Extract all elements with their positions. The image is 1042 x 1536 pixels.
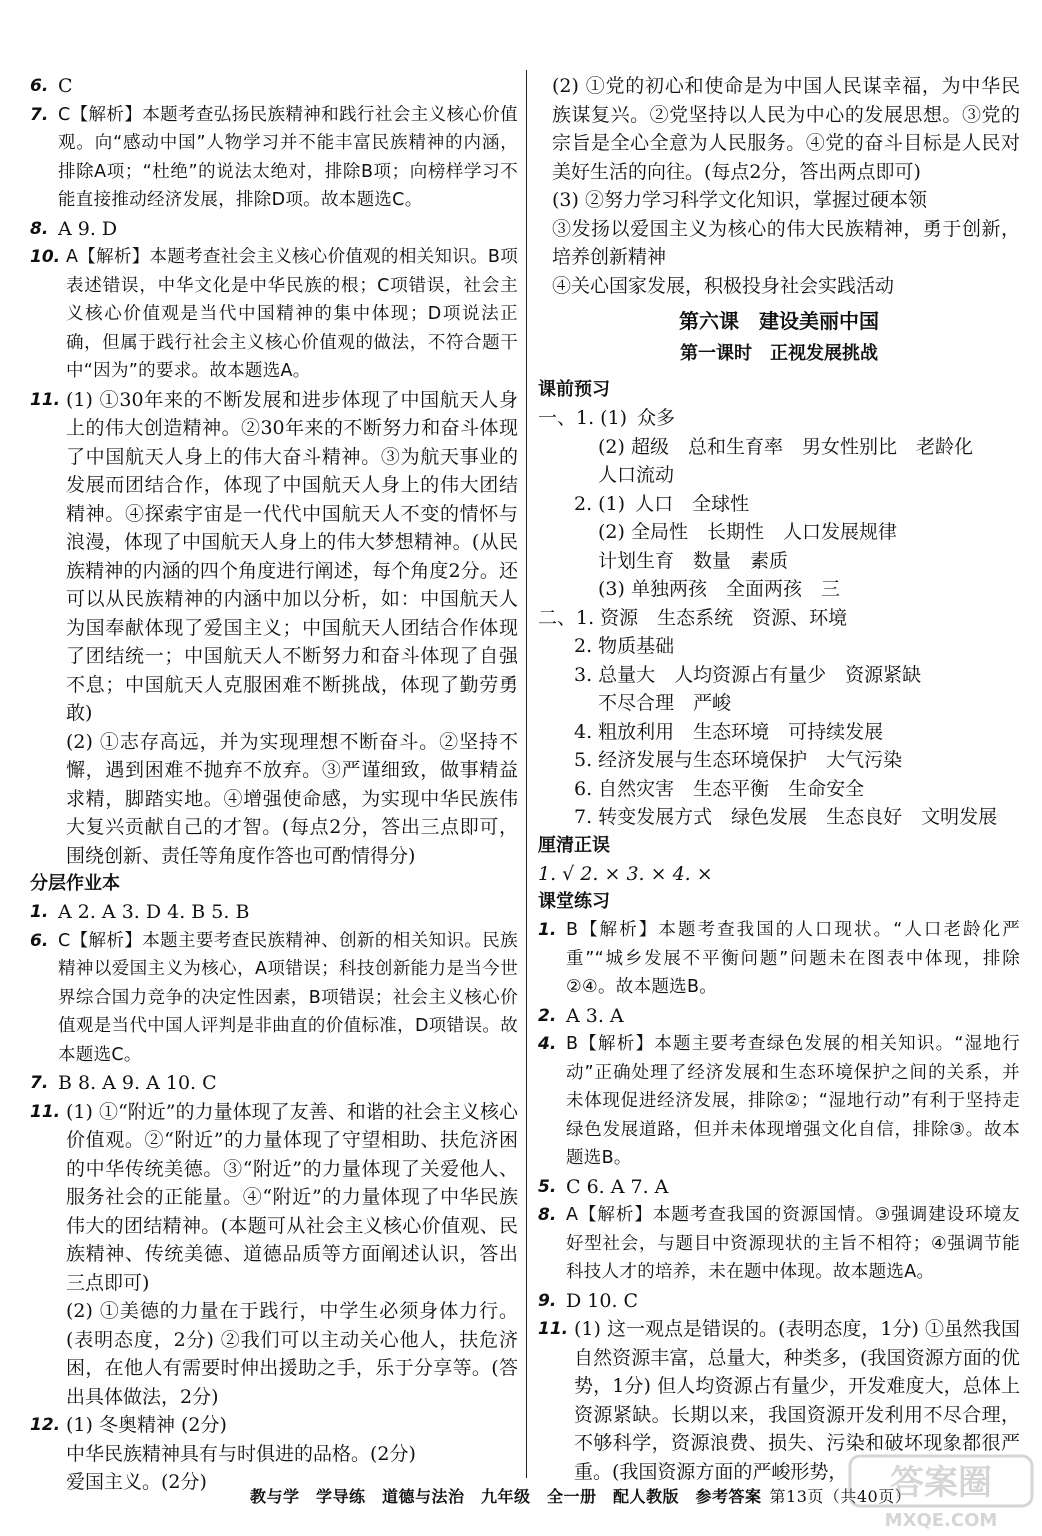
item-text: D 10. C [566,1289,639,1312]
fill-values: (2) 全局性 长期性 人口发展规律 [598,521,897,543]
answer-item [538,1030,1020,1173]
fill-values: 人口 全球性 [635,492,750,515]
item-number: 7. [30,104,49,125]
answer-item [538,1002,1020,1031]
watermark-text: 答案圈 [890,1463,992,1503]
fill-values: 计划生育 数量 素质 [598,549,789,572]
item-number: 1. [538,920,557,940]
item-subpart: (2) ①美德的力量在于践行，中学生必须身体力行。(表明态度，2分) ②我们可以主动关心他人，扶危济困，在他人有需要时伸出援助之手，乐于分享等。(答出具体做法，2分) [66,1300,518,1408]
fill-values: 3. 总量大 人均资源占有量少 资源紧缺 [574,663,922,686]
clarify-answers: 1. √ 2. × 3. × 4. × [538,862,713,885]
item-text: (1) ①“附近”的力量体现了友善、和谐的社会主义核心价值观。②“附近”的力量体现了守望相助、扶危济困的中华传统美德。③“附近”的力量体现了关爱他人、服务社会的正能量。④“附近”的力量体现了中华民族伟大的团结精神。(本题可从社会主义核心价值观、民族精神、传统美德、道德品质等方面阐述认识，答出三点即可) [66,1100,518,1294]
item-text: A 2. A 3. D 4. B 5. B [58,901,250,923]
fill-values: 二、1. 资源 生态系统 资源、环境 [538,606,848,629]
fill-row [538,490,1020,519]
item-number: 6. [30,76,49,96]
item-number: 10. [30,247,61,267]
answer-item [30,72,518,101]
fill-values: 4. 粗放利用 生态环境 可持续发展 [574,720,884,743]
answer-item [30,243,518,386]
fill-values: 2. 物质基础 [574,635,675,657]
item-text: C 6. A 7. A [566,1175,669,1198]
answer-item [30,1411,518,1440]
item-text: B【解析】本题考查我国的人口现状。“人口老龄化严重”“城乡发展不平衡问题”问题未在图表中体现，排除②④。故本题选B。 [566,920,1020,997]
item-subpart: ③发扬以爱国主义为核心的伟大民族精神，勇于创新，培养创新精神 [552,217,1020,268]
watermark-logo [846,1452,1036,1532]
answer-item [30,1098,518,1298]
item-number: 7. [30,1073,49,1093]
answer-item [30,927,518,1070]
item-text: C【解析】本题考查弘扬民族精神和践行社会主义核心价值观。向“感动中国”人物学习并不能丰富民族精神的内涵，排除A项；“杜绝”的说法太绝对，排除B项；向榜样学习不能直接推动经济发展，排除D项。故本题选C。 [58,104,518,210]
item-text: (1) ①30年来的不断发展和进步体现了中国航天人身上的伟大创造精神。②30年来的不断努力和奋斗体现了中国航天人身上的伟大奋斗精神。③为航天事业的发展而团结合作，体现了中国航天人身上的伟大团结精神。④探索宇宙是一代代中国航天人不变的情怀与浪漫，体现了中国航天人身上的伟大梦想精神。(从民族精神的内涵的四个角度进行阐述，每个角度2分。还可以从民族精神的内涵中加以分析，如：中国航天人为国奉献体现了爱国主义；中国航天人团结合作体现了团结统一；中国航天人不断努力和奋斗体现了自强不息；中国航天人克服困难不断挑战，体现了勤劳勇敢) [66,388,518,724]
answer-item [30,898,518,927]
answer-item [538,1173,1020,1202]
item-subpart: (3) ②努力学习科学文化知识，掌握过硬本领 [552,189,927,211]
fill-values: (3) 单独两孩 全面两孩 三 [598,578,840,600]
fill-values: 人口流动 [598,464,675,486]
section-heading: 课堂练习 [538,891,610,912]
item-number: 8. [538,1205,557,1225]
section-heading: 分层作业本 [30,873,120,894]
item-text: B【解析】本题主要考查绿色发展的相关知识。“湿地行动”正确处理了经济发展和生态环境保护之间的关系，并未体现促进经济发展，排除②；“湿地行动”有利于坚持走绿色发展道路，但并未体现增强文化自信，排除③。故本题选B。 [566,1034,1020,1168]
answer-item [30,215,518,244]
watermark-url: MXQE.COM [884,1510,998,1531]
item-number: 11. [538,1319,569,1339]
section-heading: 课前预习 [538,379,610,400]
item-number: 9. [538,1290,557,1311]
item-text: A【解析】本题考查社会主义核心价值观的相关知识。B项表述错误，中华文化是中华民族的根；C项错误，社会主义核心价值观是当代中国精神的集中体现；D项说法正确，但属于践行社会主义核心价值观的做法，不符合题干中“因为”的要求。故本题选A。 [66,247,518,381]
lesson-title: 第六课 建设美丽中国 [679,309,879,333]
item-number: 11. [30,389,61,410]
answer-item [30,101,518,215]
section-heading: 厘清正误 [538,834,610,856]
page-number: 第13页（共40页） [769,1487,912,1506]
item-number: 11. [30,1101,61,1122]
answer-item [538,1201,1020,1287]
fill-values: 不尽合理 严峻 [598,692,732,714]
item-text: A【解析】本题考查我国的资源国情。③强调建设环境友好型社会，与题目中资源现状的主旨不相符；④强调节能科技人才的培养，未在题中体现。故本题选A。 [566,1205,1020,1282]
left-column [30,72,518,1497]
item-number: 1. [30,902,49,922]
item-number: 6. [30,930,49,951]
item-subpart: (2) ①志存高远，并为实现理想不断奋斗。②坚持不懈，遇到困难不抛弃不放弃。③严谨细致，做事精益求精，脚踏实地。④增强使命感，为实现中华民族伟大复兴贡献自己的才智。(每点2分，答出三点即可，围绕创新、责任等角度作答也可酌情得分) [66,730,518,867]
item-subpart: 爱国主义。(2分) [66,1471,207,1493]
fill-label: 一、1. (1) [538,407,628,429]
fill-values: (2) 超级 总和生育率 男女性别比 老龄化 [598,435,973,458]
answer-item [538,916,1020,1002]
right-column [538,72,1020,1486]
item-number: 2. [538,1005,557,1026]
answer-item [30,1069,518,1098]
item-number: 4. [538,1034,557,1054]
item-number: 5. [538,1176,557,1197]
item-text: (1) 这一观点是错误的。(表明态度，1分) ①虽然我国自然资源丰富，总量大，种类多，(我国资源方面的优势，1分) 但人均资源占有量少，开发难度大，总体上资源紧缺。长期以来，我国资源开发利用不尽合理，不够科学，资源浪费、损失、污染和破坏现象都很严重。(我国资源方面的严峻形势， [574,1318,1020,1483]
fill-label: 2. (1) [574,492,626,515]
item-text: A 3. A [566,1004,624,1027]
answer-item [30,386,518,728]
item-number: 8. [30,218,49,239]
column-divider [526,70,527,1478]
item-text: C [58,75,73,97]
fill-values: 6. 自然灾害 生态平衡 生命安全 [574,777,865,800]
item-text: (1) 冬奥精神 (2分) [66,1414,227,1436]
item-subpart: (2) ①党的初心和使命是为中国人民谋幸福，为中华民族谋复兴。②党坚持以人民为中心的发展思想。③党的宗旨是全心全意为人民服务。④党的奋斗目标是人民对美好生活的向往。(每点2分，答出两点即可) [552,75,1020,183]
fill-values: 7. 转变发展方式 绿色发展 生态良好 文明发展 [574,806,998,828]
item-number: 12. [30,1415,61,1435]
item-subpart: ④关心国家发展，积极投身社会实践活动 [552,274,895,297]
item-text: C【解析】本题主要考查民族精神、创新的相关知识。民族精神以爱国主义为核心，A项错误；科技创新能力是当今世界综合国力竞争的决定性因素，B项错误；社会主义核心价值观是当代中国人评判是非曲直的价值标准，D项错误。故本题选C。 [58,930,518,1065]
fill-row [538,404,1020,433]
item-subpart: 中华民族精神具有与时俱进的品格。(2分) [66,1442,416,1465]
item-text: A 9. D [58,217,118,240]
lesson-subtitle: 第一课时 正视发展挑战 [680,343,878,364]
footer-title: 教与学 学导练 道德与法治 九年级 全一册 配人教版 参考答案 [250,1487,762,1506]
page-footer [250,1484,911,1507]
fill-values: 5. 经济发展与生态环境保护 大气污染 [574,749,903,771]
item-text: B 8. A 9. A 10. C [58,1072,217,1094]
answer-item [538,1287,1020,1316]
fill-values: 众多 [637,407,676,429]
